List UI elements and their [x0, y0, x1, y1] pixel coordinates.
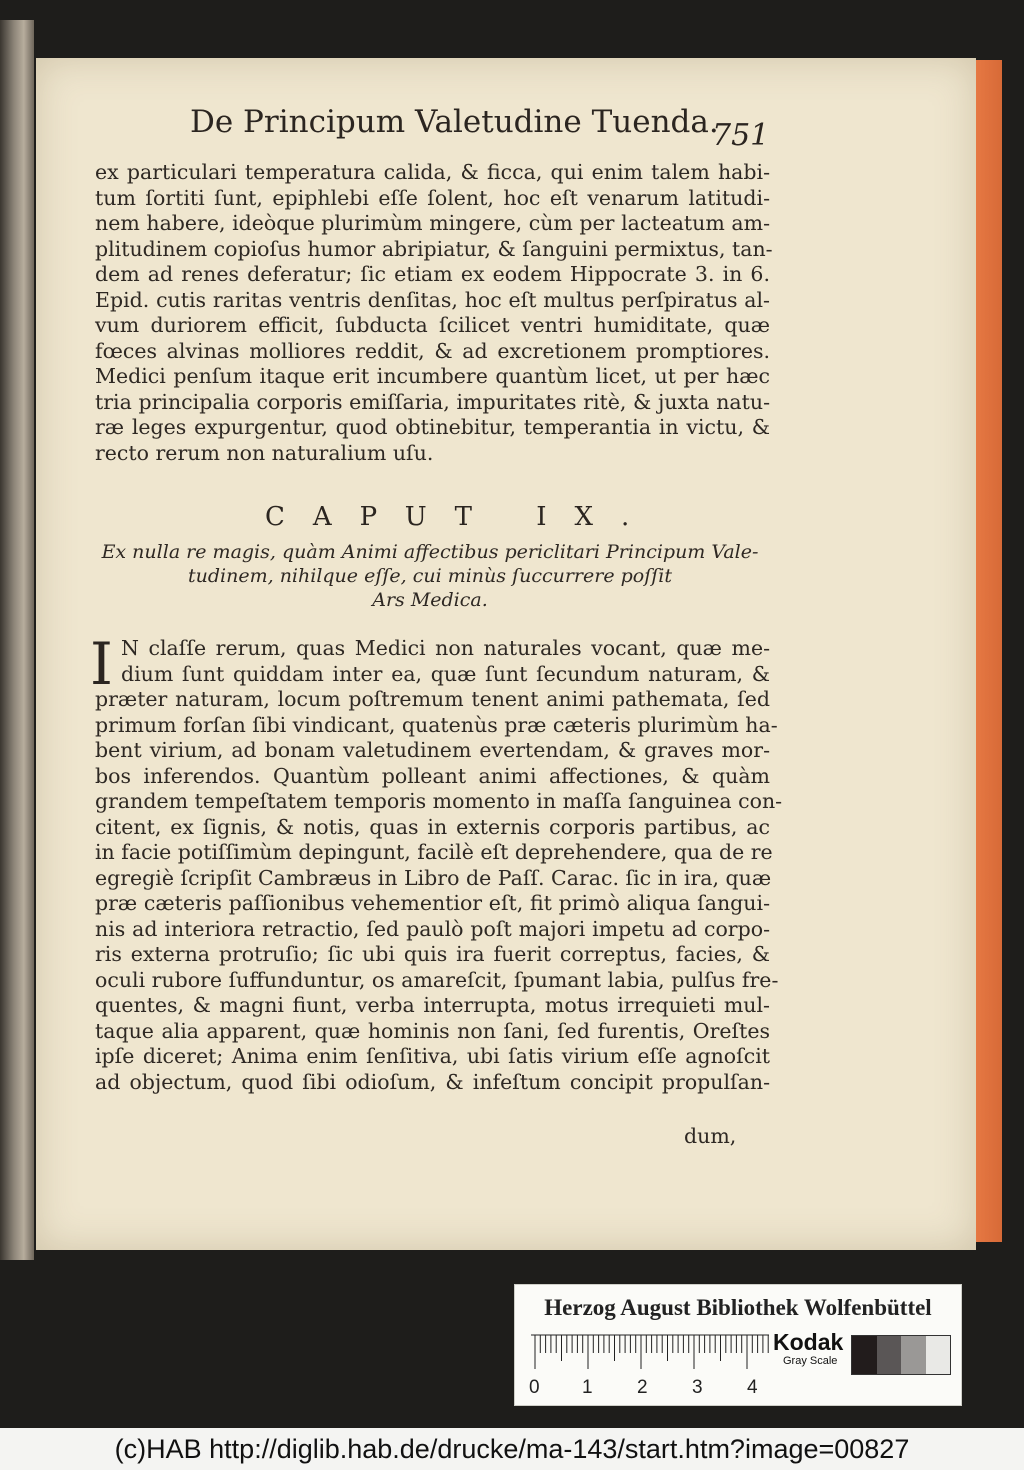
ruler-scale [527, 1333, 773, 1373]
running-head: De Principum Valetudine Tuenda. [190, 104, 719, 140]
text-line: tria principalia corporis emiſſaria, impuritates ritè, & juxta natu- [95, 389, 770, 414]
text-line: vum duriorem efficit, ſubducta ſcilicet ventri humiditate, quæ [95, 313, 770, 337]
text-line: nem habere, ideòque plurimùm mingere, cùm per lacteatum am- [95, 211, 770, 235]
text-line: nis ad interiora retractio, ſed paulò poſt majori impetu ad corpo- [95, 916, 770, 941]
text-line: ipſe diceret; Anima enim ſenſitiva, ubi ſatis virium eſſe agnoſcit [95, 1044, 770, 1068]
text-line: præter naturam, locum poſtremum tenent animi pathemata, ſed [95, 687, 770, 711]
gray-swatch [877, 1336, 902, 1374]
page-number: 751 [712, 118, 770, 153]
subtitle-line: Ars Medica. [372, 589, 488, 611]
text-line: plitudinem copioſus humor abripiatur, & ſanguini permixtus, tan- [95, 236, 773, 261]
text-line: recto rerum non naturalium uſu. [95, 440, 434, 465]
ruler-label: 3 [692, 1377, 703, 1398]
text-line: N claſſe rerum, quas Medici non naturales vocant, quæ me- [121, 636, 770, 660]
color-reference-card [514, 1284, 962, 1406]
text-line: ris externa protruſio; ſic ubi quis ira fuerit correptus, facies, & [95, 942, 770, 966]
drop-cap: I [90, 630, 113, 698]
text-line: fœces alvinas molliores reddit, & ad excretionem promptiores. [95, 338, 770, 363]
ruler-labels [529, 1377, 769, 1401]
subtitle-line: tudinem, nihilque eſſe, cui minùs ſuccurrere poſſit [188, 565, 672, 587]
text-line: oculi rubore ſuffunduntur, os amareſcit, ſpumant labia, pulſus fre- [95, 967, 779, 992]
text-line: ex particulari temperatura calida, & ficca, qui enim talem habi- [95, 160, 770, 184]
gray-swatch [852, 1336, 877, 1374]
text-line: quentes, & magni fiunt, verba interrupta, motus irrequieti mul- [95, 993, 770, 1017]
paragraph-1 [95, 160, 773, 466]
paragraph-2 [95, 636, 783, 1095]
kodak-logo: Kodak [773, 1329, 844, 1355]
copyright-url-footer: (c)HAB http://diglib.hab.de/drucke/ma-143/start.htm?image=00827 [0, 1428, 1024, 1470]
text-line: in facie potiſſimùm depingunt, facilè eſt deprehendere, qua de re [95, 840, 773, 864]
gray-swatch [901, 1336, 926, 1374]
ruler-label: 0 [529, 1377, 540, 1398]
text-line: tum ſortiti ſunt, epiphlebi eſſe ſolent, hoc eſt venarum latitudi- [95, 185, 770, 210]
text-line: citent, ex ſignis, & notis, quas in externis corporis partibus, ac [95, 814, 770, 839]
ruler-label: 1 [582, 1377, 593, 1398]
text-line: taque alia apparent, quæ hominis non ſani, ſed furentis, Oreſtes [95, 1018, 770, 1043]
chapter-heading: CAPUT IX. [265, 502, 658, 532]
text-line: ræ leges expurgentur, quod obtinebitur, temperantia in victu, & [95, 415, 770, 439]
text-line: primum forſan ſibi vindicant, quatenùs præ cæteris plurimùm ha- [95, 712, 778, 737]
gray-scale-label: Gray Scale [783, 1355, 838, 1367]
text-line: egregiè ſcripſit Cambræus in Libro de Paſſ. Carac. ſic in ira, quæ [95, 865, 772, 890]
text-line: ad objectum, quod ſibi odioſum, & infeſtum concipit propulſan- [95, 1069, 770, 1094]
text-line: Medici penſum itaque erit incumbere quantùm licet, ut per hæc [95, 364, 770, 388]
subtitle-line: Ex nulla re magis, quàm Animi affectibus periclitari Principum Vale- [101, 541, 759, 563]
gray-scale-swatches [851, 1335, 951, 1375]
text-line: grandem tempeſtatem temporis momento in maſſa ſanguinea con- [95, 789, 783, 813]
gray-swatch [926, 1336, 951, 1374]
text-line: dem ad renes deferatur; ſic etiam ex eodem Hippocrate 3. in 6. [95, 262, 770, 286]
text-line: bos inferendos. Quantùm polleant animi affectiones, & quàm [95, 763, 770, 788]
text-line: præ cæteris paſſionibus vehementior eſt, fit primò aliqua ſangui- [95, 891, 770, 915]
catchword: dum, [684, 1124, 737, 1148]
chapter-subtitle [90, 540, 770, 612]
ruler-label: 2 [637, 1377, 648, 1398]
ruler-label: 4 [747, 1377, 758, 1398]
text-line: bent virium, ad bonam valetudinem evertendam, & graves mor- [95, 738, 770, 762]
text-line: Epid. cutis raritas ventris denſitas, hoc eſt multus perſpiratus al- [95, 287, 770, 312]
library-name: Herzog August Bibliothek Wolfenbüttel [544, 1295, 932, 1320]
text-line: dium ſunt quiddam inter ea, quæ ſunt ſecundum naturam, & [121, 661, 770, 686]
book-spine-edge [0, 20, 34, 1260]
